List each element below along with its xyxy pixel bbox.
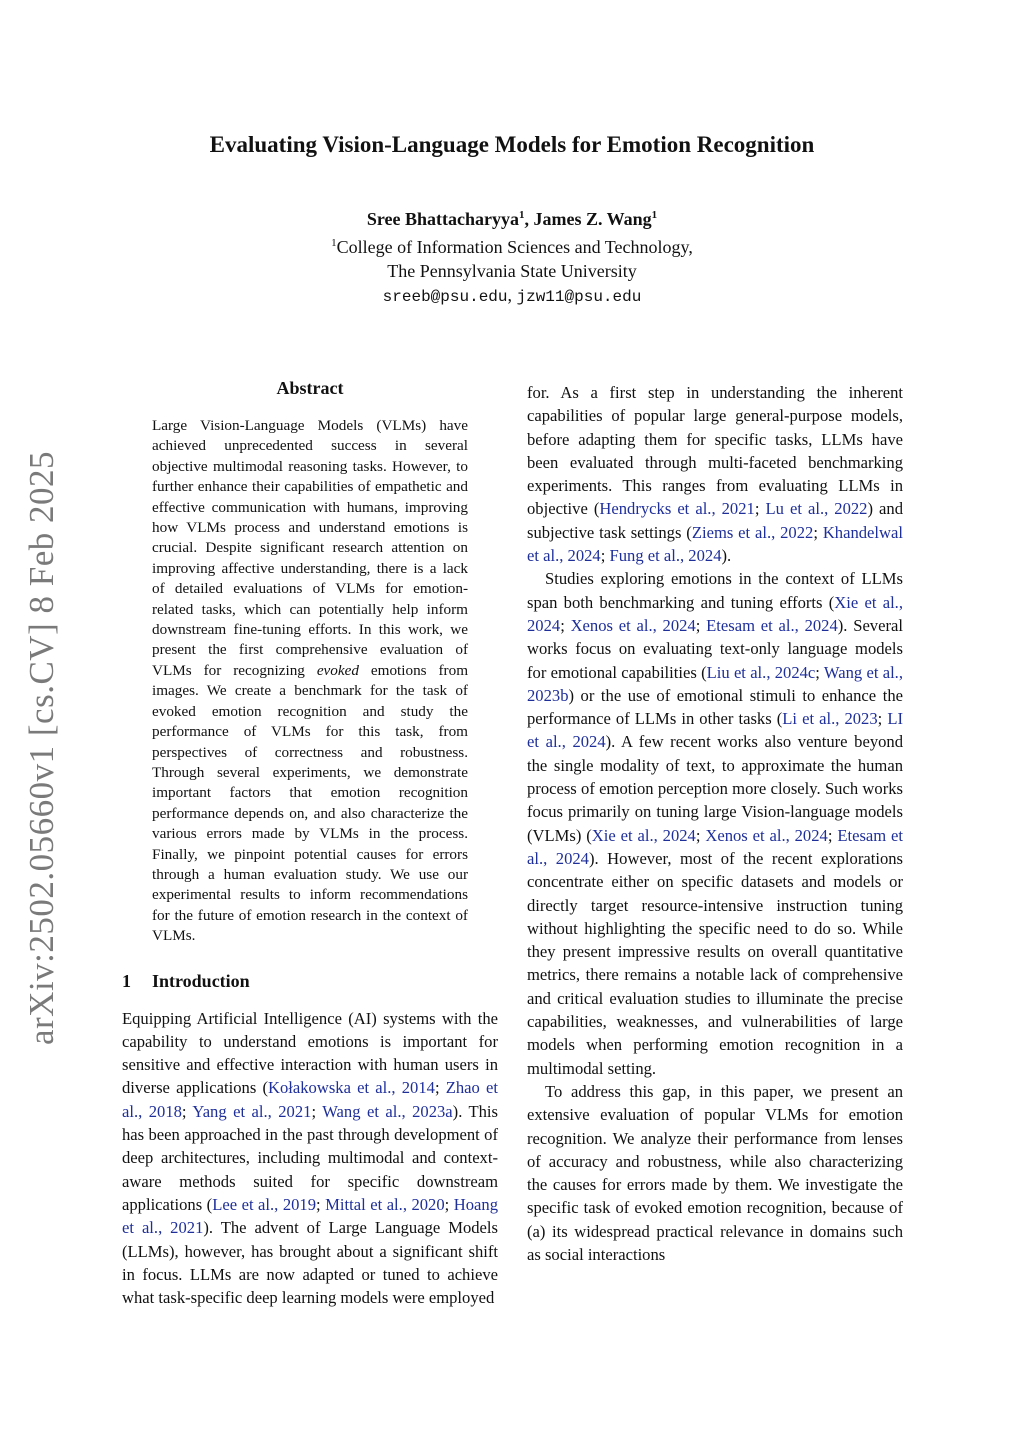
abstract-heading: Abstract <box>276 378 344 398</box>
citation-link[interactable]: Etesam et al., 2024 <box>706 615 838 635</box>
author-block <box>0 203 1024 309</box>
affiliation-marker: 1 <box>331 237 337 249</box>
intro-paragraph: Studies exploring emotions in the context of LLMs span both benchmarking and tuning efforts (Xie et al., 2024; Xenos et al., 2024; Etesam et al., 2024). Several works focus on evaluating text-only language models for emotional capabilities (Liu et al., 2024c; Wang et al., 2023b) or the use of emotional stimuli to enhance the performance of LLMs in other tasks (Li et al., 2023; LI et al., 2024). A few recent works also venture beyond the single modality of text, to approximate the human process of emotion perception more closely. Such works focus primarily on tuning large Vision-language models (VLMs) (Xie et al., 2024; Xenos et al., 2024; Etesam et al., 2024). However, most of the recent explorations concentrate either on specific datasets and models or directly target resource-intensive instruction tuning without highlighting the specific need to do so. While they present impressive results on overall quantitative metrics, there remains a notable lack of comprehensive and critical evaluation studies to illuminate the precise capabilities, weaknesses, and vulnerabilities of large models when performing emotion recognition in a multimodal setting. <box>527 569 904 1078</box>
email[interactable]: jzw11@psu.edu <box>516 288 642 306</box>
citation-link[interactable]: Lee et al., 2019 <box>212 1194 317 1214</box>
citation-link[interactable]: LI et al., 2024 <box>527 709 904 752</box>
citation-link[interactable]: Li et al., 2023 <box>782 709 878 729</box>
citation-link[interactable]: Xenos et al., 2024 <box>570 615 696 635</box>
paper-title: Evaluating Vision-Language Models for Emotion Recognition <box>209 132 815 157</box>
arxiv-identifier: arXiv:2502.05660v1 [cs.CV] 8 Feb 2025 <box>22 450 62 1046</box>
citation-link[interactable]: Wang et al., 2023a <box>322 1101 453 1121</box>
citation-link[interactable]: Liu et al., 2024c <box>706 662 816 682</box>
citation-link[interactable]: Yang et al., 2021 <box>192 1101 312 1121</box>
citation-link[interactable]: Kołakowska et al., 2014 <box>268 1078 435 1098</box>
affiliation-marker: 1 <box>518 209 525 221</box>
affiliation-line: The Pennsylvania State University <box>387 261 637 281</box>
citation-link[interactable]: Wang et al., 2023b <box>527 662 903 705</box>
citation-link[interactable]: Ziems et al., 2022 <box>691 522 814 542</box>
citation-link[interactable]: Hoang et al., 2021 <box>122 1194 499 1238</box>
citation-link[interactable]: Mittal et al., 2020 <box>325 1194 445 1214</box>
abstract-text: Large Vision-Language Models (VLMs) have achieved unprecedented success in several objective multimodal reasoning tasks. However, to further enhance their capabilities of empathetic and effective communication with humans, improving how VLMs process and understand emotions is crucial. Despite significant research attention on improving affective understanding, there is a lack of detailed evaluations of VLMs for emotion-related tasks, which can potentially help inform downstream fine-tuning efforts. In this work, we present the first comprehensive evaluation of VLMs for recognizing evoked emotions from images. We create a benchmark for the task of evoked emotion recognition and study the performance of VLMs for this task, from perspectives of correctness and robustness. Through several experiments, we demonstrate important factors that emotion recognition performance depends on, and also characterize the various errors made by VLMs in the process. Finally, we pinpoint potential causes for errors through a human evaluation study. We use our experimental results to inform recommendations for the future of emotion research in the context of VLMs. <box>152 417 469 945</box>
citation-link[interactable]: Xie et al., 2024 <box>591 825 696 845</box>
citation-link[interactable]: Fung et al., 2024 <box>609 546 722 566</box>
affiliation-marker: 1 <box>651 209 658 221</box>
intro-paragraph: Equipping Artificial Intelligence (AI) systems with the capability to understand emotions is important for sensitive and effective interaction with human users in diverse applications (Kołakowska et al., 2014; Zhao et al., 2018; Yang et al., 2021; Wang et al., 2023a). This has been approached in the past through development of deep architectures, including multimodal and context-aware methods suited for specific downstream applications (Lee et al., 2019; Mittal et al., 2020; Hoang et al., 2021). The advent of Large Language Models (LLMs), however, has brought about a significant shift in focus. LLMs are now adapted or tuned to achieve what task-specific deep learning models were employed <box>122 1008 499 1308</box>
citation-link[interactable]: Zhao et al., 2018 <box>122 1078 498 1121</box>
email[interactable]: sreeb@psu.edu <box>382 288 508 306</box>
intro-paragraph: To address this gap, in this paper, we present an extensive evaluation of popular VLMs for emotion recognition. We analyze their performance from lenses of accuracy and robustness, while also characterizing the causes for errors made by them. We investigate the specific task of evoked emotion recognition, because of (a) its widespread practical relevance in domains such as social interactions <box>527 1081 903 1264</box>
citation-link[interactable]: Lu et al., 2022 <box>765 499 868 519</box>
intro-paragraph: for. As a first step in understanding the inherent capabilities of popular large general-purpose models, before adapting them for specific tasks, LLMs have been evaluated through multi-faceted benchmarking experiments. This ranges from evaluating LLMs in objective (Hendrycks et al., 2021; Lu et al., 2022) and subjective task settings (Ziems et al., 2022; Khandelwal et al., 2024; Fung et al., 2024). <box>527 383 903 566</box>
author-names: Sree Bhattacharyya$^1$, James Z. Wang$^1$ <box>366 209 658 229</box>
citation-link[interactable]: Khandelwal et al., 2024 <box>527 522 903 566</box>
author-name: James Z. Wang <box>533 209 652 229</box>
section-heading-introduction: 1 Introduction <box>122 970 250 991</box>
right-column <box>527 381 903 1266</box>
citation-link[interactable]: Xenos et al., 2024 <box>705 825 828 845</box>
citation-link[interactable]: Xie et al., 2024 <box>527 592 903 635</box>
author-emails: sreeb@psu.edu, jzw11@psu.edu <box>382 285 642 306</box>
citation-link[interactable]: Hendrycks et al., 2021 <box>599 499 755 519</box>
left-column <box>122 378 498 1309</box>
arxiv-sidebar <box>22 450 62 1046</box>
affiliation-line: $^1$College of Information Sciences and Technology, <box>331 237 693 257</box>
author-name: Sree Bhattacharyya <box>366 209 519 229</box>
citation-link[interactable]: Etesam et al., 2024 <box>527 825 904 868</box>
